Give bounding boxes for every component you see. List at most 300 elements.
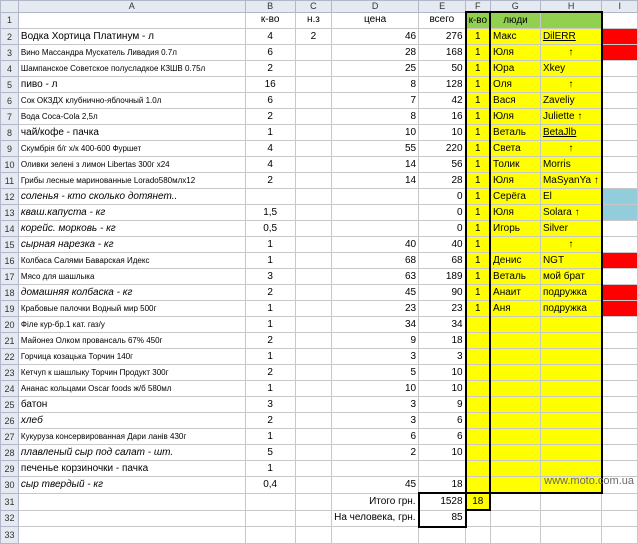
cell-i-22[interactable] xyxy=(602,349,638,365)
cell-e-12[interactable]: 0 xyxy=(419,189,466,205)
cell-c-5[interactable] xyxy=(295,77,331,93)
cell-i-28[interactable] xyxy=(602,445,638,461)
cell-a-17[interactable]: Мясо для шашлыка xyxy=(18,269,245,285)
row-number[interactable]: 21 xyxy=(1,333,19,349)
cell-f-20[interactable] xyxy=(466,317,490,333)
cell-f-10[interactable]: 1 xyxy=(466,157,490,173)
cell-h-10[interactable]: Morris xyxy=(540,157,601,173)
cell-f-15[interactable]: 1 xyxy=(466,237,490,253)
cell-f-18[interactable]: 1 xyxy=(466,285,490,301)
cell-f-7[interactable]: 1 xyxy=(466,109,490,125)
cell-b-22[interactable]: 1 xyxy=(245,349,295,365)
cell-e-16[interactable]: 68 xyxy=(419,253,466,269)
cell-c-25[interactable] xyxy=(295,397,331,413)
cell-b-5[interactable]: 16 xyxy=(245,77,295,93)
cell-a-30[interactable]: сыр твердый - кг xyxy=(18,477,245,494)
cell-g-1[interactable]: люди xyxy=(490,12,540,29)
cell-c-24[interactable] xyxy=(295,381,331,397)
cell-h-21[interactable] xyxy=(540,333,601,349)
cell-c-12[interactable] xyxy=(295,189,331,205)
cell-h-19[interactable]: подружка xyxy=(540,301,601,317)
row-number[interactable]: 1 xyxy=(1,12,19,29)
cell-i-21[interactable] xyxy=(602,333,638,349)
cell-e-1[interactable]: всего xyxy=(419,12,466,29)
cell-e-4[interactable]: 50 xyxy=(419,61,466,77)
cell-g-27[interactable] xyxy=(490,429,540,445)
cell-e-28[interactable]: 10 xyxy=(419,445,466,461)
cell-h-24[interactable] xyxy=(540,381,601,397)
cell-e-14[interactable]: 0 xyxy=(419,221,466,237)
cell-f-1[interactable]: к-во xyxy=(466,12,490,29)
cell-h-14[interactable]: Silver xyxy=(540,221,601,237)
cell-i-15[interactable] xyxy=(602,237,638,253)
cell-i-13[interactable] xyxy=(602,205,638,221)
cell-b-6[interactable]: 6 xyxy=(245,93,295,109)
cell-a-18[interactable]: домашняя колбаска - кг xyxy=(18,285,245,301)
cell-e-2[interactable]: 276 xyxy=(419,29,466,45)
cell-i-3[interactable] xyxy=(602,45,638,61)
cell-e-7[interactable]: 16 xyxy=(419,109,466,125)
column-header-a[interactable]: A xyxy=(18,1,245,13)
cell-i-14[interactable] xyxy=(602,221,638,237)
cell-h-31[interactable] xyxy=(540,493,601,510)
cell-i-4[interactable] xyxy=(602,61,638,77)
cell-c-19[interactable] xyxy=(295,301,331,317)
cell-c-14[interactable] xyxy=(295,221,331,237)
cell-c-7[interactable] xyxy=(295,109,331,125)
cell-g-31[interactable] xyxy=(490,493,540,510)
cell-f-13[interactable]: 1 xyxy=(466,205,490,221)
cell-d-2[interactable]: 46 xyxy=(332,29,419,45)
cell-c-30[interactable] xyxy=(295,477,331,494)
cell-d-31[interactable]: Итого грн. xyxy=(332,493,419,510)
cell-e-25[interactable]: 9 xyxy=(419,397,466,413)
cell-b-24[interactable]: 1 xyxy=(245,381,295,397)
cell-h-2[interactable]: DilERR xyxy=(540,29,601,45)
cell-b-27[interactable]: 1 xyxy=(245,429,295,445)
cell-g-4[interactable]: Юра xyxy=(490,61,540,77)
column-header-f[interactable]: F xyxy=(466,1,490,13)
cell-a-1[interactable] xyxy=(18,12,245,29)
row-number[interactable]: 8 xyxy=(1,125,19,141)
cell-a-2[interactable]: Водка Хортица Платинум - л xyxy=(18,29,245,45)
cell-i-16[interactable] xyxy=(602,253,638,269)
cell-c-13[interactable] xyxy=(295,205,331,221)
row-number[interactable]: 14 xyxy=(1,221,19,237)
cell-g-13[interactable]: Юля xyxy=(490,205,540,221)
cell-i-24[interactable] xyxy=(602,381,638,397)
cell-g-20[interactable] xyxy=(490,317,540,333)
cell-d-12[interactable] xyxy=(332,189,419,205)
cell-f-17[interactable]: 1 xyxy=(466,269,490,285)
cell-d-29[interactable] xyxy=(332,461,419,477)
cell-c-2[interactable]: 2 xyxy=(295,29,331,45)
cell-i-32[interactable] xyxy=(602,510,638,527)
cell-c-31[interactable] xyxy=(295,493,331,510)
cell-c-4[interactable] xyxy=(295,61,331,77)
cell-i-8[interactable] xyxy=(602,125,638,141)
row-number[interactable]: 27 xyxy=(1,429,19,445)
cell-e-20[interactable]: 34 xyxy=(419,317,466,333)
cell-f-23[interactable] xyxy=(466,365,490,381)
cell-g-8[interactable]: Веталь xyxy=(490,125,540,141)
row-number[interactable]: 13 xyxy=(1,205,19,221)
cell-i-2[interactable] xyxy=(602,29,638,45)
cell-c-20[interactable] xyxy=(295,317,331,333)
cell-f-33[interactable] xyxy=(466,527,490,544)
cell-d-18[interactable]: 45 xyxy=(332,285,419,301)
cell-c-26[interactable] xyxy=(295,413,331,429)
cell-b-7[interactable]: 2 xyxy=(245,109,295,125)
cell-g-10[interactable]: Толик xyxy=(490,157,540,173)
cell-i-6[interactable] xyxy=(602,93,638,109)
cell-b-33[interactable] xyxy=(245,527,295,544)
cell-b-29[interactable]: 1 xyxy=(245,461,295,477)
cell-e-3[interactable]: 168 xyxy=(419,45,466,61)
cell-f-12[interactable]: 1 xyxy=(466,189,490,205)
cell-c-28[interactable] xyxy=(295,445,331,461)
cell-e-33[interactable] xyxy=(419,527,466,544)
cell-f-19[interactable]: 1 xyxy=(466,301,490,317)
cell-g-16[interactable]: Денис xyxy=(490,253,540,269)
cell-a-27[interactable]: Кукуруза консервированная Дари ланів 430г xyxy=(18,429,245,445)
row-number[interactable]: 30 xyxy=(1,477,19,494)
cell-d-23[interactable]: 5 xyxy=(332,365,419,381)
cell-g-7[interactable]: Юля xyxy=(490,109,540,125)
cell-f-16[interactable]: 1 xyxy=(466,253,490,269)
cell-h-25[interactable] xyxy=(540,397,601,413)
cell-d-8[interactable]: 10 xyxy=(332,125,419,141)
cell-i-23[interactable] xyxy=(602,365,638,381)
cell-f-26[interactable] xyxy=(466,413,490,429)
cell-e-23[interactable]: 10 xyxy=(419,365,466,381)
cell-d-28[interactable]: 2 xyxy=(332,445,419,461)
cell-f-9[interactable]: 1 xyxy=(466,141,490,157)
cell-e-11[interactable]: 28 xyxy=(419,173,466,189)
cell-c-15[interactable] xyxy=(295,237,331,253)
cell-a-7[interactable]: Вода Coca-Cola 2,5л xyxy=(18,109,245,125)
cell-e-9[interactable]: 220 xyxy=(419,141,466,157)
cell-f-31[interactable]: 18 xyxy=(466,493,490,510)
cell-b-10[interactable]: 4 xyxy=(245,157,295,173)
cell-g-30[interactable] xyxy=(490,477,540,494)
cell-e-32[interactable]: 85 xyxy=(419,510,466,527)
cell-g-24[interactable] xyxy=(490,381,540,397)
cell-b-8[interactable]: 1 xyxy=(245,125,295,141)
cell-c-32[interactable] xyxy=(295,510,331,527)
cell-c-22[interactable] xyxy=(295,349,331,365)
cell-g-26[interactable] xyxy=(490,413,540,429)
cell-a-6[interactable]: Сок ОКЗДХ клубнично-яблочный 1.0л xyxy=(18,93,245,109)
cell-a-13[interactable]: кваш.капуста - кг xyxy=(18,205,245,221)
column-header-i[interactable]: I xyxy=(602,1,638,13)
cell-g-19[interactable]: Аня xyxy=(490,301,540,317)
cell-c-6[interactable] xyxy=(295,93,331,109)
cell-i-27[interactable] xyxy=(602,429,638,445)
cell-g-28[interactable] xyxy=(490,445,540,461)
row-number[interactable]: 10 xyxy=(1,157,19,173)
cell-h-27[interactable] xyxy=(540,429,601,445)
cell-f-25[interactable] xyxy=(466,397,490,413)
cell-b-23[interactable]: 2 xyxy=(245,365,295,381)
cell-h-5[interactable]: ↑ xyxy=(540,77,601,93)
cell-e-21[interactable]: 18 xyxy=(419,333,466,349)
column-header-b[interactable]: B xyxy=(245,1,295,13)
cell-h-6[interactable]: Zaveliy xyxy=(540,93,601,109)
cell-a-15[interactable]: сырная нарезка - кг xyxy=(18,237,245,253)
cell-g-33[interactable] xyxy=(490,527,540,544)
cell-b-15[interactable]: 1 xyxy=(245,237,295,253)
cell-a-19[interactable]: Крабовые палочки Водный мир 500г xyxy=(18,301,245,317)
cell-a-25[interactable]: батон xyxy=(18,397,245,413)
cell-d-33[interactable] xyxy=(332,527,419,544)
cell-b-32[interactable] xyxy=(245,510,295,527)
row-number[interactable]: 31 xyxy=(1,493,19,510)
row-number[interactable]: 19 xyxy=(1,301,19,317)
cell-a-31[interactable] xyxy=(18,493,245,510)
cell-a-14[interactable]: корейс. морковь - кг xyxy=(18,221,245,237)
cell-f-8[interactable]: 1 xyxy=(466,125,490,141)
cell-f-22[interactable] xyxy=(466,349,490,365)
cell-b-30[interactable]: 0,4 xyxy=(245,477,295,494)
cell-a-11[interactable]: Грибы лесные маринованные Lorado580млх12 xyxy=(18,173,245,189)
cell-i-26[interactable] xyxy=(602,413,638,429)
cell-e-22[interactable]: 3 xyxy=(419,349,466,365)
cell-a-29[interactable]: печенье корзиночки - пачка xyxy=(18,461,245,477)
cell-c-33[interactable] xyxy=(295,527,331,544)
cell-b-12[interactable] xyxy=(245,189,295,205)
column-header-d[interactable]: D xyxy=(332,1,419,13)
cell-c-1[interactable]: н.з xyxy=(295,12,331,29)
cell-a-22[interactable]: Горчица козацька Торчин 140г xyxy=(18,349,245,365)
row-number[interactable]: 3 xyxy=(1,45,19,61)
cell-d-30[interactable]: 45 xyxy=(332,477,419,494)
cell-e-24[interactable]: 10 xyxy=(419,381,466,397)
cell-h-12[interactable]: El xyxy=(540,189,601,205)
cell-e-5[interactable]: 128 xyxy=(419,77,466,93)
cell-h-4[interactable]: Xkey xyxy=(540,61,601,77)
cell-c-9[interactable] xyxy=(295,141,331,157)
row-number[interactable]: 33 xyxy=(1,527,19,544)
cell-c-11[interactable] xyxy=(295,173,331,189)
cell-c-23[interactable] xyxy=(295,365,331,381)
cell-a-26[interactable]: хлеб xyxy=(18,413,245,429)
cell-d-32[interactable]: На человека, грн. xyxy=(332,510,419,527)
row-number[interactable]: 11 xyxy=(1,173,19,189)
cell-e-26[interactable]: 6 xyxy=(419,413,466,429)
cell-h-11[interactable]: MaSyanYa ↑ xyxy=(540,173,601,189)
row-number[interactable]: 17 xyxy=(1,269,19,285)
cell-a-9[interactable]: Скумбрія б/г х/к 400-600 Фуршет xyxy=(18,141,245,157)
cell-b-26[interactable]: 2 xyxy=(245,413,295,429)
cell-d-1[interactable]: цена xyxy=(332,12,419,29)
cell-d-16[interactable]: 68 xyxy=(332,253,419,269)
cell-d-13[interactable] xyxy=(332,205,419,221)
cell-i-10[interactable] xyxy=(602,157,638,173)
cell-c-29[interactable] xyxy=(295,461,331,477)
cell-h-13[interactable]: Solara ↑ xyxy=(540,205,601,221)
row-number[interactable]: 2 xyxy=(1,29,19,45)
cell-f-32[interactable] xyxy=(466,510,490,527)
cell-i-11[interactable] xyxy=(602,173,638,189)
cell-d-6[interactable]: 7 xyxy=(332,93,419,109)
cell-h-1[interactable] xyxy=(540,12,601,29)
cell-f-29[interactable] xyxy=(466,461,490,477)
cell-b-3[interactable]: 6 xyxy=(245,45,295,61)
cell-d-5[interactable]: 8 xyxy=(332,77,419,93)
cell-d-20[interactable]: 34 xyxy=(332,317,419,333)
cell-f-24[interactable] xyxy=(466,381,490,397)
cell-b-2[interactable]: 4 xyxy=(245,29,295,45)
cell-d-15[interactable]: 40 xyxy=(332,237,419,253)
cell-a-12[interactable]: соленья - кто сколько дотянет.. xyxy=(18,189,245,205)
column-header-c[interactable]: C xyxy=(295,1,331,13)
cell-g-23[interactable] xyxy=(490,365,540,381)
cell-g-29[interactable] xyxy=(490,461,540,477)
cell-d-11[interactable]: 14 xyxy=(332,173,419,189)
cell-c-18[interactable] xyxy=(295,285,331,301)
cell-b-20[interactable]: 1 xyxy=(245,317,295,333)
cell-f-14[interactable]: 1 xyxy=(466,221,490,237)
cell-a-21[interactable]: Майонез Олком провансаль 67% 450г xyxy=(18,333,245,349)
cell-h-22[interactable] xyxy=(540,349,601,365)
cell-h-3[interactable]: ↑ xyxy=(540,45,601,61)
row-number[interactable]: 23 xyxy=(1,365,19,381)
cell-d-7[interactable]: 8 xyxy=(332,109,419,125)
cell-b-28[interactable]: 5 xyxy=(245,445,295,461)
cell-g-14[interactable]: Игорь xyxy=(490,221,540,237)
cell-b-11[interactable]: 2 xyxy=(245,173,295,189)
row-number[interactable]: 9 xyxy=(1,141,19,157)
cell-a-23[interactable]: Кетчуп к шашлыку Торчин Продукт 300г xyxy=(18,365,245,381)
cell-g-2[interactable]: Макс xyxy=(490,29,540,45)
row-number[interactable]: 12 xyxy=(1,189,19,205)
cell-d-27[interactable]: 6 xyxy=(332,429,419,445)
row-number[interactable]: 5 xyxy=(1,77,19,93)
cell-d-26[interactable]: 3 xyxy=(332,413,419,429)
cell-e-27[interactable]: 6 xyxy=(419,429,466,445)
cell-d-24[interactable]: 10 xyxy=(332,381,419,397)
cell-a-28[interactable]: плавленый сыр под салат - шт. xyxy=(18,445,245,461)
column-header-h[interactable]: H xyxy=(540,1,601,13)
cell-a-8[interactable]: чай/кофе - пачка xyxy=(18,125,245,141)
cell-a-5[interactable]: пиво - л xyxy=(18,77,245,93)
cell-b-18[interactable]: 2 xyxy=(245,285,295,301)
cell-e-6[interactable]: 42 xyxy=(419,93,466,109)
cell-b-21[interactable]: 2 xyxy=(245,333,295,349)
cell-d-22[interactable]: 3 xyxy=(332,349,419,365)
cell-h-16[interactable]: NGT xyxy=(540,253,601,269)
cell-h-18[interactable]: подружка xyxy=(540,285,601,301)
cell-i-7[interactable] xyxy=(602,109,638,125)
cell-d-3[interactable]: 28 xyxy=(332,45,419,61)
cell-b-17[interactable]: 3 xyxy=(245,269,295,285)
row-number[interactable]: 6 xyxy=(1,93,19,109)
cell-a-33[interactable] xyxy=(18,527,245,544)
row-number[interactable]: 16 xyxy=(1,253,19,269)
row-number[interactable]: 32 xyxy=(1,510,19,527)
cell-h-17[interactable]: мой брат xyxy=(540,269,601,285)
cell-c-8[interactable] xyxy=(295,125,331,141)
cell-i-18[interactable] xyxy=(602,285,638,301)
cell-e-17[interactable]: 189 xyxy=(419,269,466,285)
cell-d-21[interactable]: 9 xyxy=(332,333,419,349)
cell-b-16[interactable]: 1 xyxy=(245,253,295,269)
cell-b-13[interactable]: 1,5 xyxy=(245,205,295,221)
cell-g-11[interactable]: Юля xyxy=(490,173,540,189)
cell-g-6[interactable]: Вася xyxy=(490,93,540,109)
cell-d-4[interactable]: 25 xyxy=(332,61,419,77)
cell-e-18[interactable]: 90 xyxy=(419,285,466,301)
cell-g-9[interactable]: Света xyxy=(490,141,540,157)
cell-a-10[interactable]: Оливки зелені з лимон Libertas 300г х24 xyxy=(18,157,245,173)
cell-c-17[interactable] xyxy=(295,269,331,285)
row-number[interactable]: 7 xyxy=(1,109,19,125)
cell-b-9[interactable]: 4 xyxy=(245,141,295,157)
cell-f-2[interactable]: 1 xyxy=(466,29,490,45)
cell-c-3[interactable] xyxy=(295,45,331,61)
cell-g-3[interactable]: Юля xyxy=(490,45,540,61)
cell-h-23[interactable] xyxy=(540,365,601,381)
row-number[interactable]: 24 xyxy=(1,381,19,397)
cell-h-8[interactable]: BetaJlb xyxy=(540,125,601,141)
cell-d-25[interactable]: 3 xyxy=(332,397,419,413)
cell-a-20[interactable]: Філе кур-бр.1 кат. газ/у xyxy=(18,317,245,333)
row-number[interactable]: 29 xyxy=(1,461,19,477)
cell-b-4[interactable]: 2 xyxy=(245,61,295,77)
cell-e-19[interactable]: 23 xyxy=(419,301,466,317)
row-number[interactable]: 4 xyxy=(1,61,19,77)
cell-e-15[interactable]: 40 xyxy=(419,237,466,253)
cell-i-12[interactable] xyxy=(602,189,638,205)
cell-i-25[interactable] xyxy=(602,397,638,413)
cell-f-4[interactable]: 1 xyxy=(466,61,490,77)
cell-i-19[interactable] xyxy=(602,301,638,317)
cell-g-32[interactable] xyxy=(490,510,540,527)
row-number[interactable]: 18 xyxy=(1,285,19,301)
cell-e-10[interactable]: 56 xyxy=(419,157,466,173)
row-number[interactable]: 22 xyxy=(1,349,19,365)
cell-h-7[interactable]: Juliette ↑ xyxy=(540,109,601,125)
row-number[interactable]: 15 xyxy=(1,237,19,253)
cell-g-15[interactable] xyxy=(490,237,540,253)
cell-d-19[interactable]: 23 xyxy=(332,301,419,317)
row-number[interactable]: 28 xyxy=(1,445,19,461)
cell-d-9[interactable]: 55 xyxy=(332,141,419,157)
cell-f-6[interactable]: 1 xyxy=(466,93,490,109)
cell-e-30[interactable]: 18 xyxy=(419,477,466,494)
column-header-g[interactable]: G xyxy=(490,1,540,13)
cell-f-5[interactable]: 1 xyxy=(466,77,490,93)
cell-g-22[interactable] xyxy=(490,349,540,365)
cell-g-5[interactable]: Оля xyxy=(490,77,540,93)
cell-f-28[interactable] xyxy=(466,445,490,461)
cell-g-18[interactable]: Анаит xyxy=(490,285,540,301)
cell-f-27[interactable] xyxy=(466,429,490,445)
cell-g-21[interactable] xyxy=(490,333,540,349)
cell-b-19[interactable]: 1 xyxy=(245,301,295,317)
row-number[interactable]: 26 xyxy=(1,413,19,429)
cell-b-31[interactable] xyxy=(245,493,295,510)
cell-g-17[interactable]: Веталь xyxy=(490,269,540,285)
cell-i-1[interactable] xyxy=(602,12,638,29)
cell-e-13[interactable]: 0 xyxy=(419,205,466,221)
cell-i-20[interactable] xyxy=(602,317,638,333)
cell-h-15[interactable]: ↑ xyxy=(540,237,601,253)
cell-b-25[interactable]: 3 xyxy=(245,397,295,413)
cell-c-27[interactable] xyxy=(295,429,331,445)
cell-i-17[interactable] xyxy=(602,269,638,285)
